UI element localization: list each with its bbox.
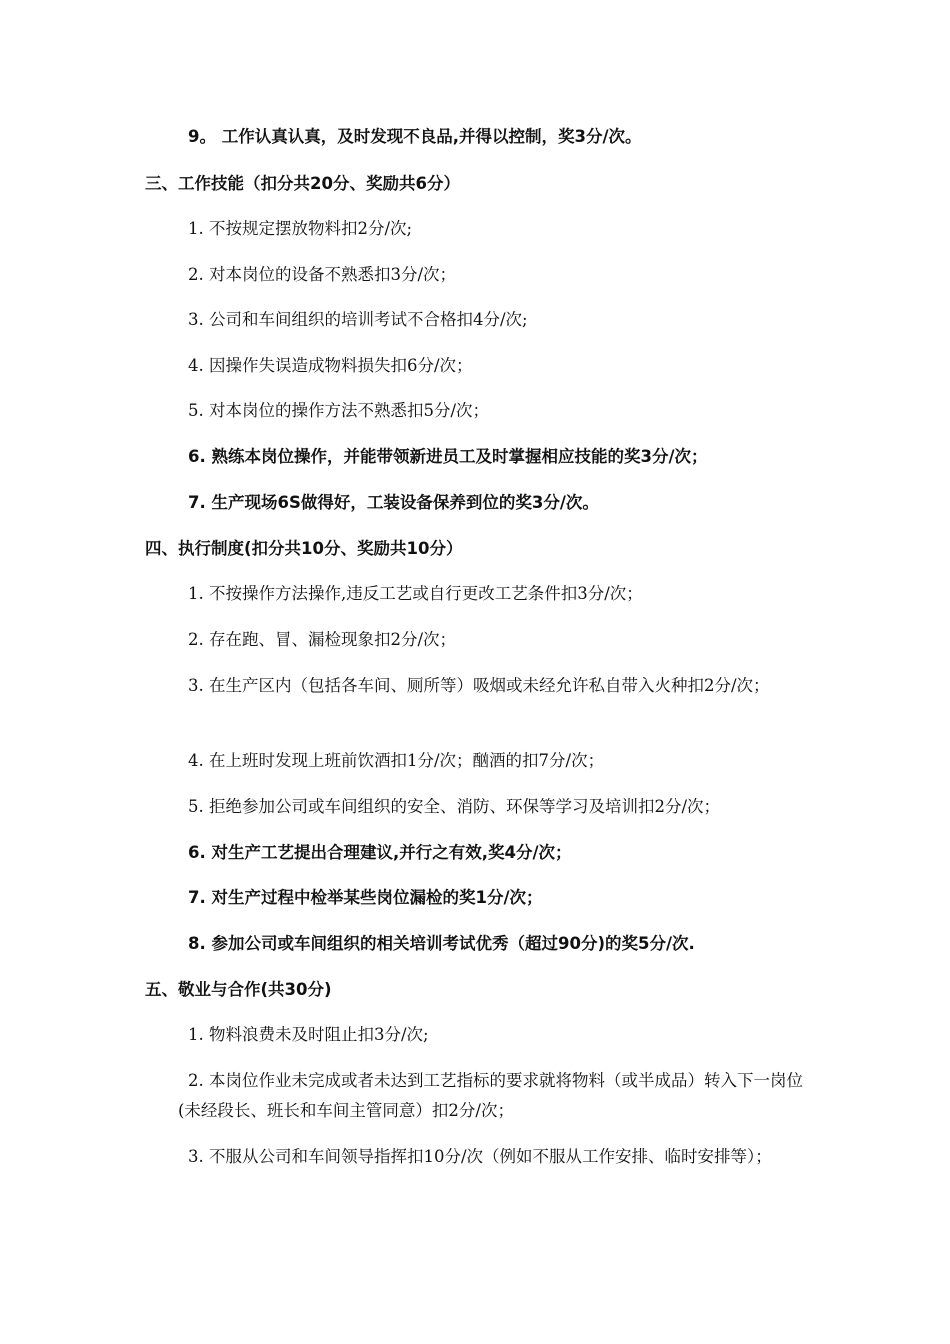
s4-item-6: 6. 对生产工艺提出合理建议,并行之有效,奖4分/次； <box>188 843 572 862</box>
s3-item-2: 2. 对本岗位的设备不熟悉扣3分/次； <box>188 265 457 284</box>
s4-item-5: 5. 拒绝参加公司或车间组织的安全、消防、环保等学习及培训扣2分/次； <box>188 797 721 816</box>
s3-item-6: 6. 熟练本岗位操作，并能带领新进员工及时掌握相应技能的奖3分/次； <box>188 447 708 466</box>
s3-item-1: 1. 不按规定摆放物料扣2分/次; <box>188 219 413 238</box>
s5-item-2: 2. 本岗位作业未完成或者未达到工艺指标的要求就将物料（或半成品）转入下一岗位(未经段长、班长和车间主管同意）扣2分/次； <box>178 1071 803 1120</box>
s4-item-4: 4. 在上班时发现上班前饮酒扣1分/次；酗酒的扣7分/次； <box>188 751 605 770</box>
s3-item-5: 5. 对本岗位的操作方法不熟悉扣5分/次； <box>188 401 490 420</box>
s3-item-4: 4. 因操作失误造成物料损失扣6分/次； <box>188 356 473 375</box>
section-5-heading: 五、敬业与合作(共30分) <box>145 980 332 999</box>
s3-item-7: 7. 生产现场6S做得好，工装设备保养到位的奖3分/次。 <box>188 493 599 512</box>
s2-item-9: 9。 工作认真认真，及时发现不良品,并得以控制，奖3分/次。 <box>188 127 642 146</box>
s4-item-8: 8. 参加公司或车间组织的相关培训考试优秀（超过90分)的奖5分/次. <box>188 934 695 953</box>
s4-item-7: 7. 对生产过程中检举某些岗位漏检的奖1分/次； <box>188 888 543 907</box>
s5-item-3: 3. 不服从公司和车间领导指挥扣10分/次（例如不服从工作安排、临时安排等）； <box>188 1147 772 1166</box>
s4-item-1: 1. 不按操作方法操作,违反工艺或自行更改工艺条件扣3分/次； <box>188 584 643 603</box>
section-4-heading: 四、执行制度(扣分共10分、奖励共10分） <box>145 539 463 558</box>
section-3-heading: 三、工作技能（扣分共20分、奖励共6分） <box>145 174 460 193</box>
s4-item-3: 3. 在生产区内（包括各车间、厕所等）吸烟或未经允许私自带入火种扣2分/次； <box>188 676 770 695</box>
s4-item-2: 2. 存在跑、冒、漏检现象扣2分/次； <box>188 630 457 649</box>
s5-item-1: 1. 物料浪费未及时阻止扣3分/次; <box>188 1025 429 1044</box>
s3-item-3: 3. 公司和车间组织的培训考试不合格扣4分/次; <box>188 310 528 329</box>
